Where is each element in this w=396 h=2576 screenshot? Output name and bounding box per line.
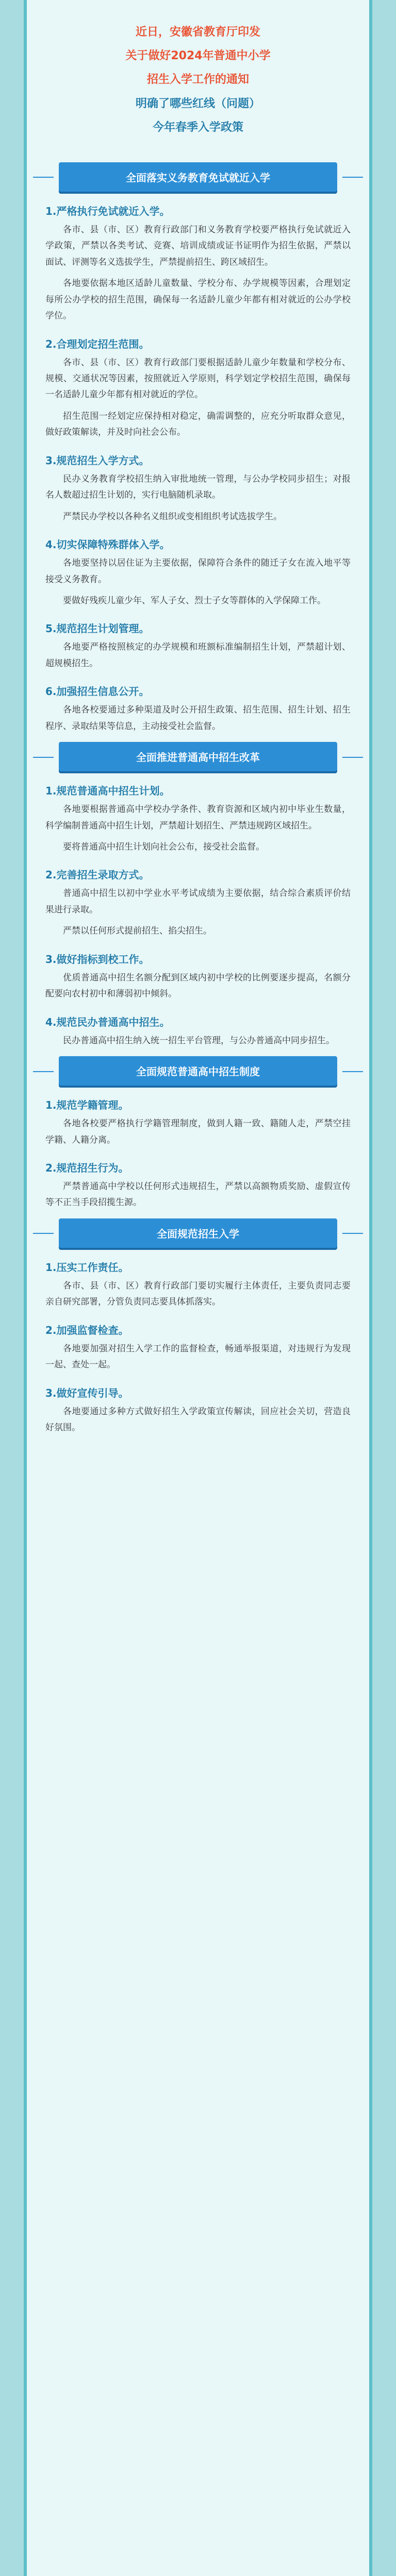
section-paragraph: 各市、县（市、区）教育行政部门要根据适龄儿童少年数量和学校分布、规模、交通状况等因素，按照就近入学原则，科学划定学校招生范围，确保每一名适龄儿童少年都有相对就近的学位。	[45, 357, 351, 400]
intro-line-2: 关于做好2024年普通中小学	[125, 49, 271, 63]
section-title: 6.加强招生信息公开。	[45, 685, 150, 698]
section-block-12	[27, 1160, 369, 1211]
section-paragraph: 严禁普通高中学校以任何形式违规招生，严禁以高额物质奖励、虚假宣传等不正当手段招揽生源。	[45, 1181, 351, 1208]
section-title: 3.规范招生入学方式。	[45, 454, 150, 467]
intro-line-3: 招生入学工作的通知	[146, 73, 249, 87]
section-title: 5.规范招生计划管理。	[45, 622, 150, 635]
section-title: 1.压实工作责任。	[45, 1261, 129, 1274]
section-title: 1.严格执行免试就近入学。	[45, 205, 170, 217]
section-block-14	[27, 1322, 369, 1374]
section-paragraph: 各地要加强对招生入学工作的监督检查，畅通举报渠道，对违规行为发现一起、查处一起。	[45, 1343, 351, 1370]
section-block-4	[27, 536, 369, 609]
document-page	[24, 0, 372, 2576]
section-paragraph: 各市、县（市、区）教育行政部门要切实履行主体责任，主要负责同志要亲自研究部署，分管负责同志要具体抓落实。	[45, 1280, 351, 1308]
section-paragraph: 各地各校要通过多种渠道及时公开招生政策、招生范围、招生计划、招生程序、录取结果等信息，主动接受社会监督。	[45, 705, 351, 732]
section-paragraph: 严禁民办学校以各种名义组织或变相组织考试选拔学生。	[63, 511, 282, 522]
section-block-1	[27, 203, 369, 325]
section-block-5	[27, 620, 369, 672]
section-title: 2.规范招生行为。	[45, 1161, 129, 1174]
section-paragraph: 各地要根据普通高中学校办学条件、教育资源和区域内初中毕业生数量，科学编制普通高中招生计划，严禁超计划招生、严禁违规跨区域招生。	[45, 804, 351, 831]
section-banner-3: 全面规范普通高中招生制度	[59, 1056, 337, 1086]
section-paragraph: 严禁以任何形式提前招生、掐尖招生。	[63, 926, 212, 937]
section-title: 3.做好指标到校工作。	[45, 953, 150, 965]
section-block-3	[27, 452, 369, 525]
section-paragraph: 普通高中招生以初中学业水平考试成绩为主要依据，结合综合素质评价结果进行录取。	[45, 888, 351, 915]
section-title: 3.做好宣传引导。	[45, 1386, 129, 1399]
section-block-9	[27, 951, 369, 1003]
section-paragraph: 优质普通高中招生名额分配到区域内初中学校的比例要逐步提高，名额分配要向农村初中和薄弱初中倾斜。	[45, 972, 351, 999]
section-block-13	[27, 1259, 369, 1311]
intro-block	[27, 0, 369, 155]
section-paragraph: 各地要依据本地区适龄儿童数量、学校分布、办学规模等因素，合理划定每所公办学校的招生范围，确保每一名适龄儿童少年都有相对就近的公办学校学位。	[45, 278, 351, 321]
section-paragraph: 民办普通高中招生纳入统一招生平台管理，与公办普通高中同步招生。	[63, 1035, 335, 1046]
section-title: 4.切实保障特殊群体入学。	[45, 538, 170, 551]
section-paragraph: 要做好残疾儿童少年、军人子女、烈士子女等群体的入学保障工作。	[63, 595, 326, 606]
section-paragraph: 要将普通高中招生计划向社会公布，接受社会监督。	[63, 842, 265, 852]
section-banner-4: 全面规范招生入学	[59, 1218, 337, 1248]
section-title: 2.合理划定招生范围。	[45, 337, 150, 350]
section-block-15	[27, 1385, 369, 1436]
section-paragraph: 各地各校要严格执行学籍管理制度，做到人籍一致、籍随人走，严禁空挂学籍、人籍分离。	[45, 1118, 351, 1145]
intro-line-5: 今年春季入学政策	[152, 121, 243, 134]
section-paragraph: 民办义务教育学校招生纳入审批地统一管理，与公办学校同步招生；对报名人数超过招生计划的，实行电脑随机录取。	[45, 473, 351, 501]
section-block-8	[27, 867, 369, 939]
section-title: 2.加强监督检查。	[45, 1324, 129, 1336]
section-block-11	[27, 1097, 369, 1148]
section-paragraph: 各市、县（市、区）教育行政部门和义务教育学校要严格执行免试就近入学政策，严禁以各类考试、竞赛、培训成绩或证书证明作为招生依据，严禁以面试、评测等名义选拔学生，严禁提前招生、跨区域招生。	[45, 224, 351, 267]
section-title: 1.规范学籍管理。	[45, 1099, 129, 1112]
section-paragraph: 各地要坚持以居住证为主要依据，保障符合条件的随迁子女在流入地平等接受义务教育。	[45, 558, 351, 585]
section-block-10	[27, 1014, 369, 1049]
section-block-7	[27, 783, 369, 855]
section-paragraph: 各地要严格按照核定的办学规模和班额标准编制招生计划，严禁超计划、超规模招生。	[45, 642, 351, 669]
section-banner-1: 全面落实义务教育免试就近入学	[59, 162, 337, 192]
section-banner-2: 全面推进普通高中招生改革	[59, 742, 337, 771]
section-block-2	[27, 336, 369, 441]
intro-line-4: 明确了哪些红线（问题）	[135, 97, 260, 110]
section-paragraph: 招生范围一经划定应保持相对稳定，确需调整的，应充分听取群众意见，做好政策解读，并及时向社会公布。	[45, 411, 351, 438]
section-title: 4.规范民办普通高中招生。	[45, 1015, 170, 1028]
section-block-6	[27, 683, 369, 735]
section-title: 2.完善招生录取方式。	[45, 869, 150, 882]
section-paragraph: 各地要通过多种方式做好招生入学政策宣传解读，回应社会关切，营造良好氛围。	[45, 1406, 351, 1433]
intro-line-1: 近日，安徽省教育厅印发	[135, 26, 260, 39]
section-title: 1.规范普通高中招生计划。	[45, 785, 170, 798]
